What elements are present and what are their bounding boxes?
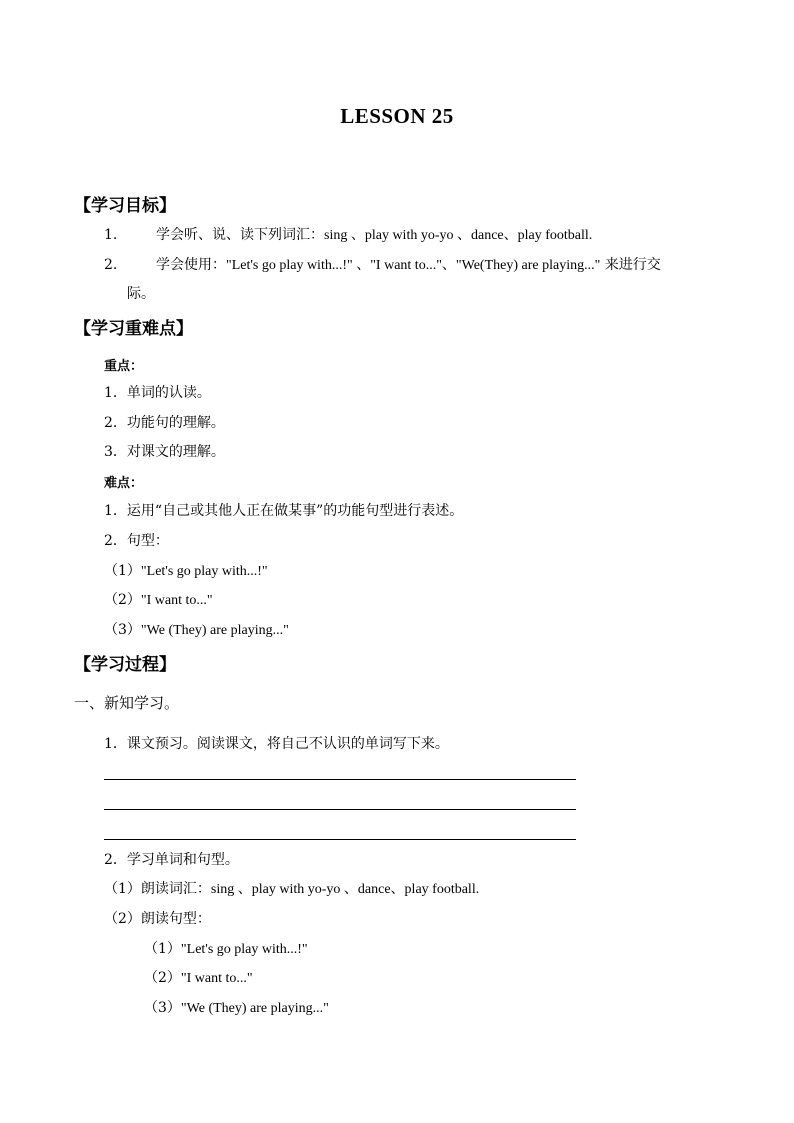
goal-item-2-num: 2. — [104, 257, 118, 273]
read-pattern-1-text: "Let's go play with...!" — [180, 942, 308, 957]
step-2: 2．学习单词和句型。 — [104, 852, 239, 868]
read-patterns-label: （2）朗读句型： — [104, 911, 211, 927]
goal-item-2 — [156, 256, 661, 275]
keypoints-heading: 【学习重难点】 — [74, 319, 193, 339]
answer-line-1[interactable] — [104, 779, 576, 780]
part-one-heading: 一、新知学习。 — [74, 694, 180, 712]
answer-line-2[interactable] — [104, 809, 576, 810]
read-pattern-2-text: "I want to..." — [180, 971, 253, 986]
pattern-item-1-text: "Let's go play with...!" — [140, 564, 268, 579]
difficulty-item-2: 2．句型： — [104, 533, 169, 549]
goal-item-1-words: sing 、play with yo-yo 、dance、play football. — [324, 228, 593, 243]
pattern-item-2-text: "I want to..." — [140, 593, 213, 608]
focus-item-1: 1．单词的认读。 — [104, 385, 211, 401]
read-pattern-2 — [144, 969, 253, 988]
read-pattern-1 — [144, 940, 308, 959]
read-pattern-2-num: （2） — [144, 970, 181, 986]
goal-item-2-prefix: 学会使用： — [156, 257, 226, 273]
pattern-item-1-num: （1） — [104, 563, 141, 579]
pattern-item-1 — [104, 562, 268, 581]
focus-item-3: 3．对课文的理解。 — [104, 444, 225, 460]
pattern-item-2-num: （2） — [104, 592, 141, 608]
pattern-item-3-text: "We (They) are playing..." — [140, 623, 289, 638]
goal-item-2-suffix: 来进行交 — [600, 257, 661, 273]
page-title: LESSON 25 — [340, 104, 454, 128]
read-pattern-3-text: "We (They) are playing..." — [180, 1001, 329, 1016]
goal-item-1-prefix: 学会听、说、读下列词汇： — [156, 227, 324, 243]
focus-item-2: 2．功能句的理解。 — [104, 415, 225, 431]
goal-item-1-num: 1. — [104, 227, 118, 243]
goals-heading: 【学习目标】 — [74, 196, 176, 216]
difficulty-item-1: 1．运用“自己或其他人正在做某事”的功能句型进行表述。 — [104, 503, 464, 519]
read-pattern-1-num: （1） — [144, 941, 181, 957]
read-pattern-3-num: （3） — [144, 1000, 181, 1016]
pattern-item-2 — [104, 591, 213, 610]
goal-item-2-continuation: 际。 — [127, 286, 155, 302]
goal-item-2-sentences: "Let's go play with...!" 、"I want to..."、"We(They) are playing..." — [226, 258, 601, 273]
focus-label: 重点： — [104, 359, 144, 374]
read-words-list: sing 、play with yo-yo 、dance、play football. — [210, 882, 480, 897]
answer-line-3[interactable] — [104, 839, 576, 840]
pattern-item-3 — [104, 621, 289, 640]
read-words-prefix: （1）朗读词汇： — [104, 881, 211, 897]
step-1: 1．课文预习。阅读课文，将自己不认识的单词写下来。 — [104, 736, 449, 752]
pattern-item-3-num: （3） — [104, 622, 141, 638]
read-pattern-3 — [144, 999, 329, 1018]
goal-item-1 — [156, 226, 592, 245]
process-heading: 【学习过程】 — [74, 655, 176, 675]
read-words — [104, 880, 479, 899]
difficulty-label: 难点： — [104, 476, 144, 491]
